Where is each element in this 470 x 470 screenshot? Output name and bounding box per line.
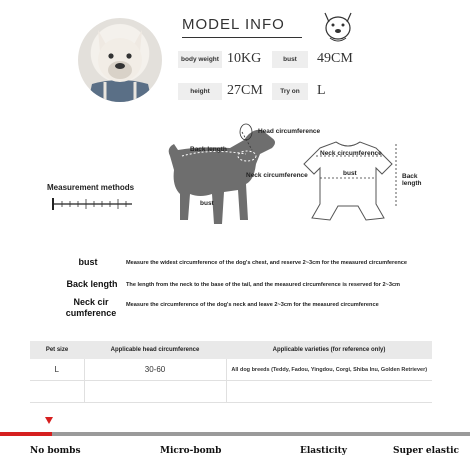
try-on-label: Try on <box>272 83 308 100</box>
measurement-methods-label: Measurement methods <box>47 183 135 192</box>
table-header-row <box>30 341 432 359</box>
elasticity-track <box>0 432 470 436</box>
desc-text-back-length: The length from the neck to the base of the tail, and the measured circumference is reserved for 2~3cm <box>126 282 401 288</box>
elasticity-marker-icon <box>45 417 53 424</box>
shirt-back-length-label: Back length <box>402 173 422 187</box>
cell-head-circumference: 30-60 <box>84 359 226 381</box>
shirt-bust-label: bust <box>343 170 357 177</box>
dog-bust-label: bust <box>200 200 214 207</box>
dog-measurement-diagram <box>160 120 300 240</box>
bust-value: 49CM <box>317 51 353 66</box>
french-bulldog-photo <box>78 18 162 102</box>
desc-term-neck-circumference: Neck cir cumference <box>65 297 117 318</box>
head-circumference-label: Head circumference <box>258 128 321 135</box>
shirt-neck-circumference-label: Neck circumference <box>320 150 382 157</box>
back-length-label: Back length <box>190 146 227 153</box>
elasticity-selected-segment <box>0 432 52 436</box>
desc-term-bust: bust <box>78 257 98 267</box>
desc-term-back-length: Back length <box>66 279 118 289</box>
body-weight-value: 10KG <box>227 51 262 66</box>
cell-pet-size: L <box>30 359 84 381</box>
try-on-value: L <box>317 83 326 98</box>
elasticity-label-no-bombs: No bombs <box>30 446 81 456</box>
col-header-head-circumference: Applicable head circumference <box>84 341 226 359</box>
col-header-pet-size: Pet size <box>30 341 84 359</box>
table-row <box>30 359 432 381</box>
title-underline <box>182 37 302 38</box>
desc-text-neck-circumference: Measure the circumference of the dog's neck and leave 2~3cm for the measured circumference <box>126 302 379 308</box>
elasticity-label-micro-bomb: Micro-bomb <box>160 446 222 456</box>
elasticity-label-super-elastic: Super elastic <box>393 446 460 456</box>
shirt-outline-diagram <box>296 134 406 224</box>
neck-circumference-label: Neck circumference <box>246 172 308 179</box>
table-row <box>30 381 432 403</box>
elasticity-label-elasticity: Elasticity <box>300 446 348 456</box>
cell-varieties: All dog breeds (Teddy, Fadou, Yingdou, Corgi, Shiba Inu, Golden Retriever) <box>226 359 432 381</box>
model-info-title: MODEL INFO <box>182 16 285 33</box>
height-label: height <box>178 83 222 100</box>
desc-text-bust: Measure the widest circumference of the dog's chest, and reserve 2~3cm for the measured circumference <box>126 260 407 266</box>
cell-pet-size <box>30 381 84 403</box>
cell-varieties <box>226 381 432 403</box>
model-dog-avatar <box>78 18 162 102</box>
tape-measure-icon <box>52 196 132 212</box>
bust-label: bust <box>272 51 308 68</box>
body-weight-label: body weight <box>178 51 222 68</box>
dog-face-logo-icon <box>316 10 360 46</box>
height-value: 27CM <box>227 83 263 98</box>
col-header-varieties: Applicable varieties (for reference only) <box>226 341 432 359</box>
cell-head-circumference <box>84 381 226 403</box>
size-table <box>30 341 432 403</box>
